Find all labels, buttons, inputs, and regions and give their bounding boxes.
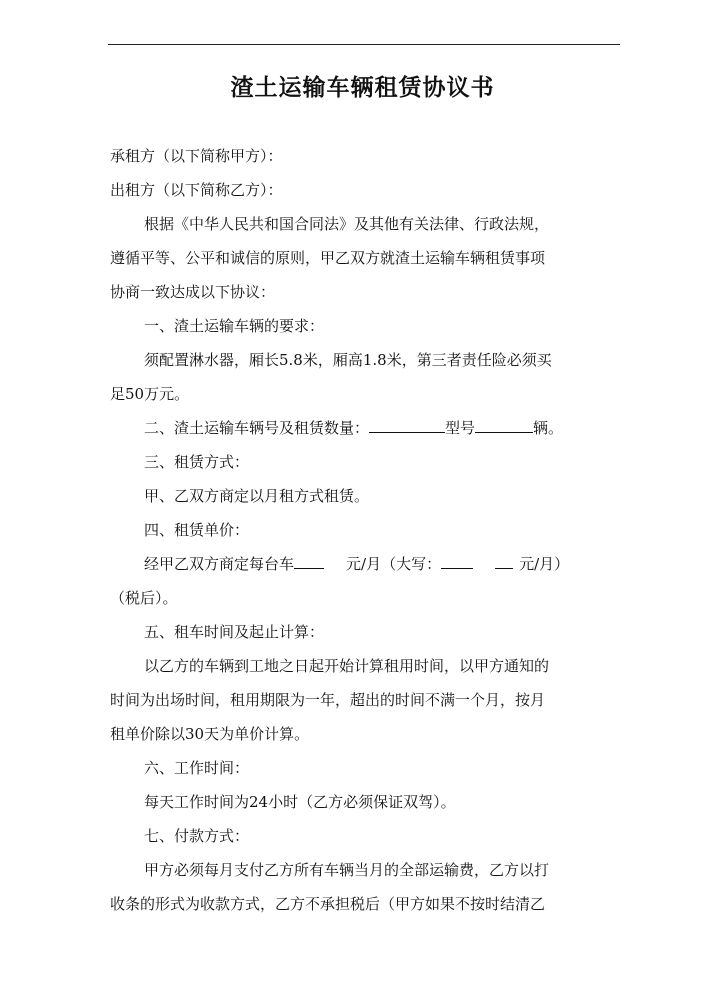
section-3-heading: 三、租赁方式：: [144, 453, 250, 471]
section-2-suffix: 辆。: [533, 419, 564, 437]
price-in-words-blank-2[interactable]: [495, 551, 513, 569]
document-title: 渣土运输车辆租赁协议书: [230, 75, 495, 101]
section-7-body-2: 收条的形式为收款方式，乙方不承担税后（甲方如果不按时结清乙: [110, 895, 546, 913]
header-rule: [108, 44, 620, 45]
unit-price-blank[interactable]: [294, 551, 324, 569]
section-5-body-1: 以乙方的车辆到工地之日起开始计算租用时间，以甲方通知的: [144, 657, 550, 675]
section-4-heading: 四、租赁单价：: [144, 521, 250, 539]
price-in-words-blank-1[interactable]: [441, 551, 473, 569]
section-5-body-3: 租单价除以30天为单价计算。: [110, 725, 310, 743]
section-4-tail: （税后）。: [110, 589, 178, 607]
section-2-line: [110, 411, 610, 445]
section-4-unit-1: 元/月（大写：: [346, 555, 442, 573]
section-7-heading: 七、付款方式：: [144, 827, 250, 845]
vehicle-number-blank[interactable]: [369, 415, 445, 433]
section-2-prefix: 二、渣土运输车辆号及租赁数量：: [144, 419, 370, 437]
section-7-body-1: 甲方必须每月支付乙方所有车辆当月的全部运输费，乙方以打: [144, 861, 550, 879]
section-6-body: 每天工作时间为24小时（乙方必须保证双驾）。: [144, 793, 456, 811]
intro-line-3: 协商一致达成以下协议：: [110, 283, 276, 301]
model-quantity-blank[interactable]: [475, 415, 533, 433]
document-body: [110, 139, 610, 921]
section-5-heading: 五、租车时间及起止计算：: [144, 623, 325, 641]
section-4-unit-2: 元/月）: [519, 555, 570, 573]
party-b-line: 出租方（以下简称乙方）：: [110, 181, 283, 199]
section-1-heading: 一、渣土运输车辆的要求：: [144, 317, 325, 335]
section-3-body: 甲、乙双方商定以月租方式租赁。: [144, 487, 370, 505]
section-4-price-line: [110, 547, 610, 581]
section-1-body-1: 须配置淋水器，厢长5.8米，厢高1.8米，第三者责任险必须买: [144, 351, 552, 369]
intro-line-2: 遵循平等、公平和诚信的原则，甲乙双方就渣土运输车辆租赁事项: [110, 249, 546, 267]
section-1-body-2: 足50万元。: [110, 385, 190, 403]
section-6-heading: 六、工作时间：: [144, 759, 250, 777]
section-2-model-label: 型号: [445, 419, 476, 437]
section-4-prefix: 经甲乙双方商定每台车: [144, 555, 295, 573]
party-a-line: 承租方（以下简称甲方）：: [110, 147, 283, 165]
section-5-body-2: 时间为出场时间，租用期限为一年，超出的时间不满一个月，按月: [110, 691, 546, 709]
intro-line-1: 根据《中华人民共和国合同法》及其他有关法律、行政法规，: [144, 215, 550, 233]
